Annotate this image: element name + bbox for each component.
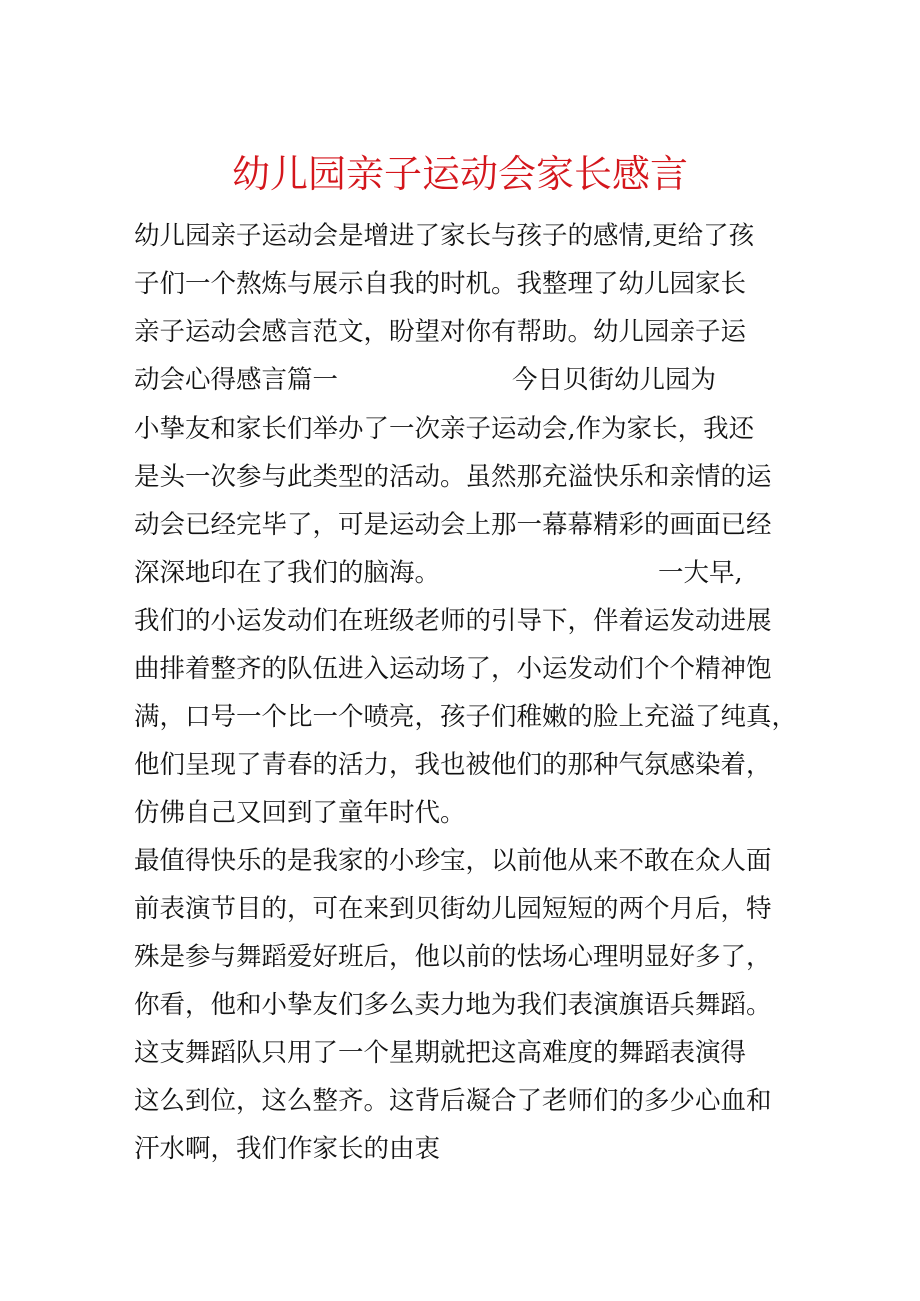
body-line-18 — [134, 1033, 746, 1073]
body-line-1 — [134, 216, 754, 256]
body-line-text: 前表演节目的，可在来到贝街幼儿园短短的两个月后，特 — [134, 894, 772, 924]
body-line-text: 子们一个熬炼与展示自我的时机。我整理了幼儿园家长 — [134, 269, 747, 299]
body-line-text: 最值得快乐的是我家的小珍宝，以前他从来不敢在众人面 — [134, 846, 772, 876]
body-line-text: 汗水啊，我们作家长的由衷 — [134, 1134, 441, 1164]
body-line-12 — [134, 745, 772, 785]
body-line-14 — [134, 841, 772, 881]
body-line-8 — [134, 553, 743, 593]
body-line-5 — [134, 409, 754, 449]
body-line-6 — [134, 457, 772, 497]
body-line-text-continued: 一大早, — [658, 558, 743, 588]
document-title: 幼儿园亲子运动会家长感言 — [231, 152, 688, 196]
body-line-text: 仿佛自己又回到了童年时代。 — [134, 798, 466, 828]
body-line-text: 动会心得感言篇一 — [134, 365, 339, 395]
body-line-text: 他们呈现了青春的活力，我也被他们的那种气氛感染着， — [134, 750, 772, 780]
body-line-text: 满，口号一个比一个喷亮，孩子们稚嫩的脸上充溢了纯真， — [134, 702, 798, 732]
body-line-text: 曲排着整齐的队伍进入运动场了，小运发动们个个精神饱 — [134, 654, 772, 684]
body-line-7 — [134, 505, 772, 545]
body-line-16 — [134, 937, 772, 977]
body-line-text: 是头一次参与此类型的活动。虽然那充溢快乐和亲情的运 — [134, 462, 772, 492]
body-line-text: 亲子运动会感言范文，盼望对你有帮助。幼儿园亲子运 — [134, 317, 747, 347]
body-line-text: 我们的小运发动们在班级老师的引导下，伴着运发动进展 — [134, 606, 772, 636]
body-line-text: 幼儿园亲子运动会是增进了家长与孩子的感情,更给了孩 — [134, 221, 755, 251]
body-line-text: 这支舞蹈队只用了一个星期就把这高难度的舞蹈表演得 — [134, 1038, 747, 1068]
body-line-text: 动会已经完毕了，可是运动会上那一幕幕精彩的画面已经 — [134, 510, 772, 540]
body-line-13 — [134, 793, 466, 833]
body-line-text: 深深地印在了我们的脑海。 — [134, 558, 441, 588]
body-line-19 — [134, 1081, 772, 1121]
body-line-text: 这么到位，这么整齐。这背后凝合了老师们的多少心血和 — [134, 1086, 772, 1116]
body-line-17 — [134, 985, 772, 1025]
body-line-4 — [134, 360, 716, 400]
body-line-15 — [134, 889, 772, 929]
body-line-11 — [134, 697, 797, 737]
body-line-text: 小挚友和家长们举办了一次亲子运动会,作为家长，我还 — [134, 414, 755, 444]
body-line-20 — [134, 1129, 440, 1169]
body-line-10 — [134, 649, 772, 689]
body-line-2 — [134, 264, 746, 304]
body-line-3 — [134, 312, 746, 352]
body-line-text: 殊是参与舞蹈爱好班后，他以前的怯场心理明显好多了， — [134, 942, 772, 972]
body-line-text-continued: 今日贝街幼儿园为 — [512, 365, 717, 395]
body-line-text: 你看，他和小挚友们多么卖力地为我们表演旗语兵舞蹈。 — [134, 990, 772, 1020]
body-line-9 — [134, 601, 772, 641]
